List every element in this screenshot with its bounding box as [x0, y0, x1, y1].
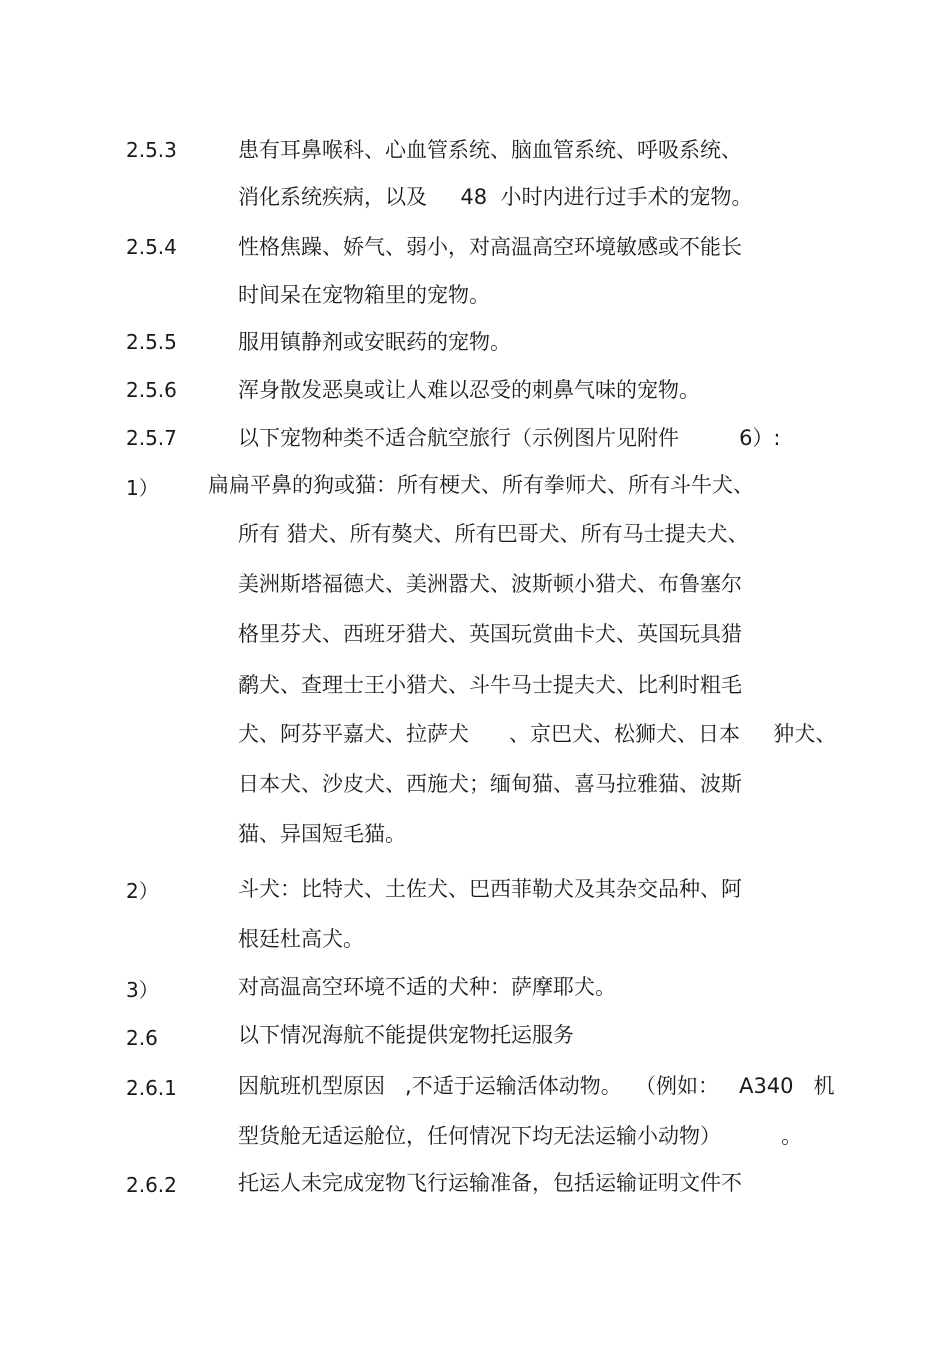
item-number: 2.6.2: [126, 1173, 177, 1197]
item-number: 2.5.6: [126, 378, 177, 402]
list-item-number: 2）: [126, 879, 159, 903]
item-text-line: 托运人未完成宠物飞行运输准备，包括运输证明文件不: [238, 1171, 742, 1195]
item-text-line: 鹬犬、查理士王小猎犬、斗牛马士提夫犬、比利时粗毛: [238, 673, 742, 697]
item-text-line: 因航班机型原因 ,不适于运输活体动物。 （例如： A340 机: [238, 1074, 835, 1098]
item-text-line: 时间呆在宠物箱里的宠物。: [238, 283, 490, 307]
item-text-line: 性格焦躁、娇气、弱小，对高温高空环境敏感或不能长: [238, 235, 742, 259]
item-text-line: 患有耳鼻喉科、心血管系统、脑血管系统、呼吸系统、: [238, 138, 742, 162]
item-number: 2.5.5: [126, 330, 177, 354]
item-text-line: 美洲斯塔福德犬、美洲嚣犬、波斯顿小猎犬、布鲁塞尔: [238, 572, 742, 596]
item-text-line: 服用镇静剂或安眠药的宠物。: [238, 330, 511, 354]
item-text-line: 根廷杜高犬。: [238, 927, 364, 951]
item-number: 2.6.1: [126, 1076, 177, 1100]
item-text-line: 日本犬、沙皮犬、西施犬；缅甸猫、喜马拉雅猫、波斯: [238, 772, 742, 796]
item-text-line: 斗犬：比特犬、土佐犬、巴西菲勒犬及其杂交品种、阿: [238, 877, 742, 901]
item-text-line: 对高温高空环境不适的犬种：萨摩耶犬。: [238, 975, 616, 999]
item-text-line: 扁扁平鼻的狗或猫：所有梗犬、所有拳师犬、所有斗牛犬、: [208, 473, 754, 497]
item-number: 2.6: [126, 1026, 158, 1050]
item-number: 2.5.4: [126, 235, 177, 259]
list-item-number: 1）: [126, 476, 159, 500]
item-number: 2.5.7: [126, 426, 177, 450]
item-text-line: 以下情况海航不能提供宠物托运服务: [238, 1023, 574, 1047]
item-text-line: 猫、异国短毛猫。: [238, 822, 406, 846]
item-text-line: 格里芬犬、西班牙猎犬、英国玩赏曲卡犬、英国玩具猎: [238, 622, 742, 646]
item-text-line: 型货舱无适运舱位，任何情况下均无法运输小动物） 。: [238, 1124, 803, 1148]
item-number: 2.5.3: [126, 138, 177, 162]
item-text-line: 浑身散发恶臭或让人难以忍受的刺鼻气味的宠物。: [238, 378, 700, 402]
item-text-line: 消化系统疾病，以及 48 小时内进行过手术的宠物。: [238, 185, 753, 209]
item-text-line: 以下宠物种类不适合航空旅行（示例图片见附件 6）:: [238, 426, 781, 450]
item-text-line: 犬、阿芬平嘉犬、拉萨犬 、京巴犬、松狮犬、日本 狆犬、: [238, 722, 837, 746]
list-item-number: 3）: [126, 978, 159, 1002]
item-text-line: 所有 猎犬、所有獒犬、所有巴哥犬、所有马士提夫犬、: [238, 522, 749, 546]
